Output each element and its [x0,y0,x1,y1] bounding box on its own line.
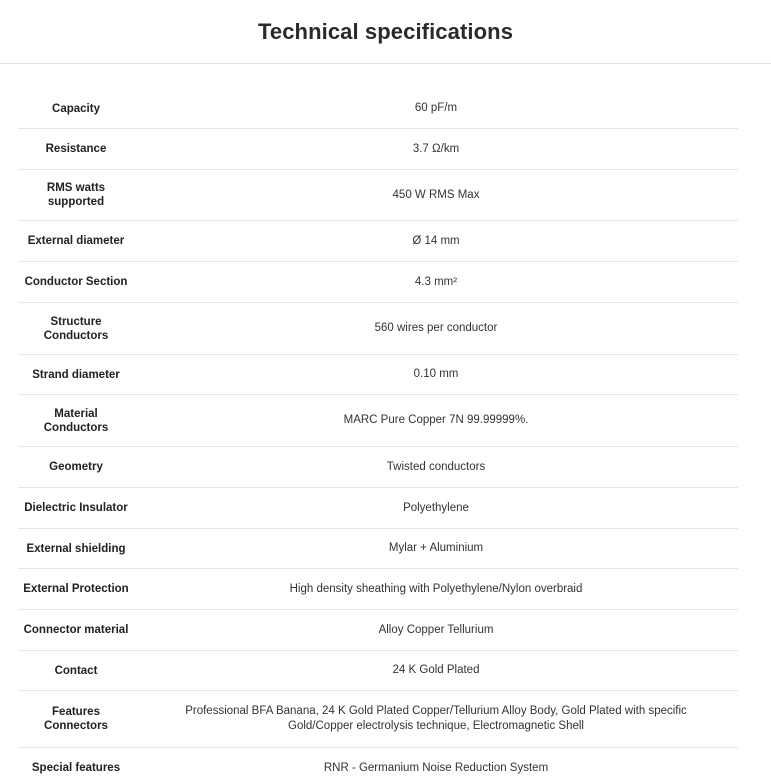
spec-value: 3.7 Ω/km [412,142,460,155]
spec-row-conductor-section [18,262,738,303]
spec-label: External Protection [23,583,129,595]
spec-label: External diameter [27,235,125,247]
spec-label: Capacity [52,102,100,115]
spec-value: MARC Pure Copper 7N 99.99999%. [343,414,529,426]
page-header [0,0,771,64]
spec-value: Mylar + Aluminium [388,542,484,554]
spec-label: Geometry [49,461,103,473]
spec-value: 560 wires per conductor [374,322,498,334]
spec-value: Twisted conductors [386,460,486,473]
spec-row-strand-diameter [18,355,738,395]
spec-row-external-shielding [18,529,738,569]
spec-row-structure-conductors [18,303,738,355]
spec-label: Structure Conductors [43,315,109,342]
page-title: Technical specifications [257,18,514,44]
spec-row-material-conductors [18,395,738,447]
spec-row-contact [18,651,738,691]
spec-row-external-protection [18,569,738,610]
spec-label: Conductor Section [24,276,128,288]
spec-value: 450 W RMS Max [392,188,480,201]
spec-value: High density sheathing with Polyethylene/Nylon overbraid [289,582,583,595]
spec-row-geometry [18,447,738,488]
spec-label: Contact [54,664,98,677]
spec-row-special-features [18,748,738,779]
spec-row-connector-material [18,610,738,651]
spec-label: Connector material [23,624,129,636]
spec-row-rms-watts [18,170,738,221]
spec-label: Dielectric Insulator [24,502,128,514]
spec-row-capacity [18,89,738,129]
spec-row-dielectric-insulator [18,488,738,529]
spec-value: 0.10 mm [413,368,459,380]
spec-value: RNR - Germanium Noise Reduction System [323,761,549,774]
spec-label: External shielding [26,542,126,555]
spec-value: 4.3 mm² [414,275,458,288]
spec-row-resistance [18,129,738,170]
spec-value: Alloy Copper Tellurium [378,623,494,636]
spec-label: Material Conductors [43,407,109,434]
spec-label: Special features [31,762,121,774]
spec-value: 60 pF/m [414,102,458,114]
spec-row-features-connectors [18,691,738,748]
spec-value: 24 K Gold Plated [392,664,480,676]
spec-table [18,89,738,779]
spec-label: Features Connectors [44,706,108,732]
spec-label: RMS watts supported [46,182,106,208]
spec-value: Ø 14 mm [412,234,460,247]
spec-label: Resistance [45,143,107,155]
spec-value: Polyethylene [403,501,469,514]
spec-row-external-diameter [18,221,738,262]
spec-value: Professional BFA Banana, 24 K Gold Plated Copper/Tellurium Alloy Body, Gold Plated with specific Gold/Copper electrolysis technique, Electromagnetic Shell [185,705,687,732]
spec-label: Strand diameter [32,368,120,381]
